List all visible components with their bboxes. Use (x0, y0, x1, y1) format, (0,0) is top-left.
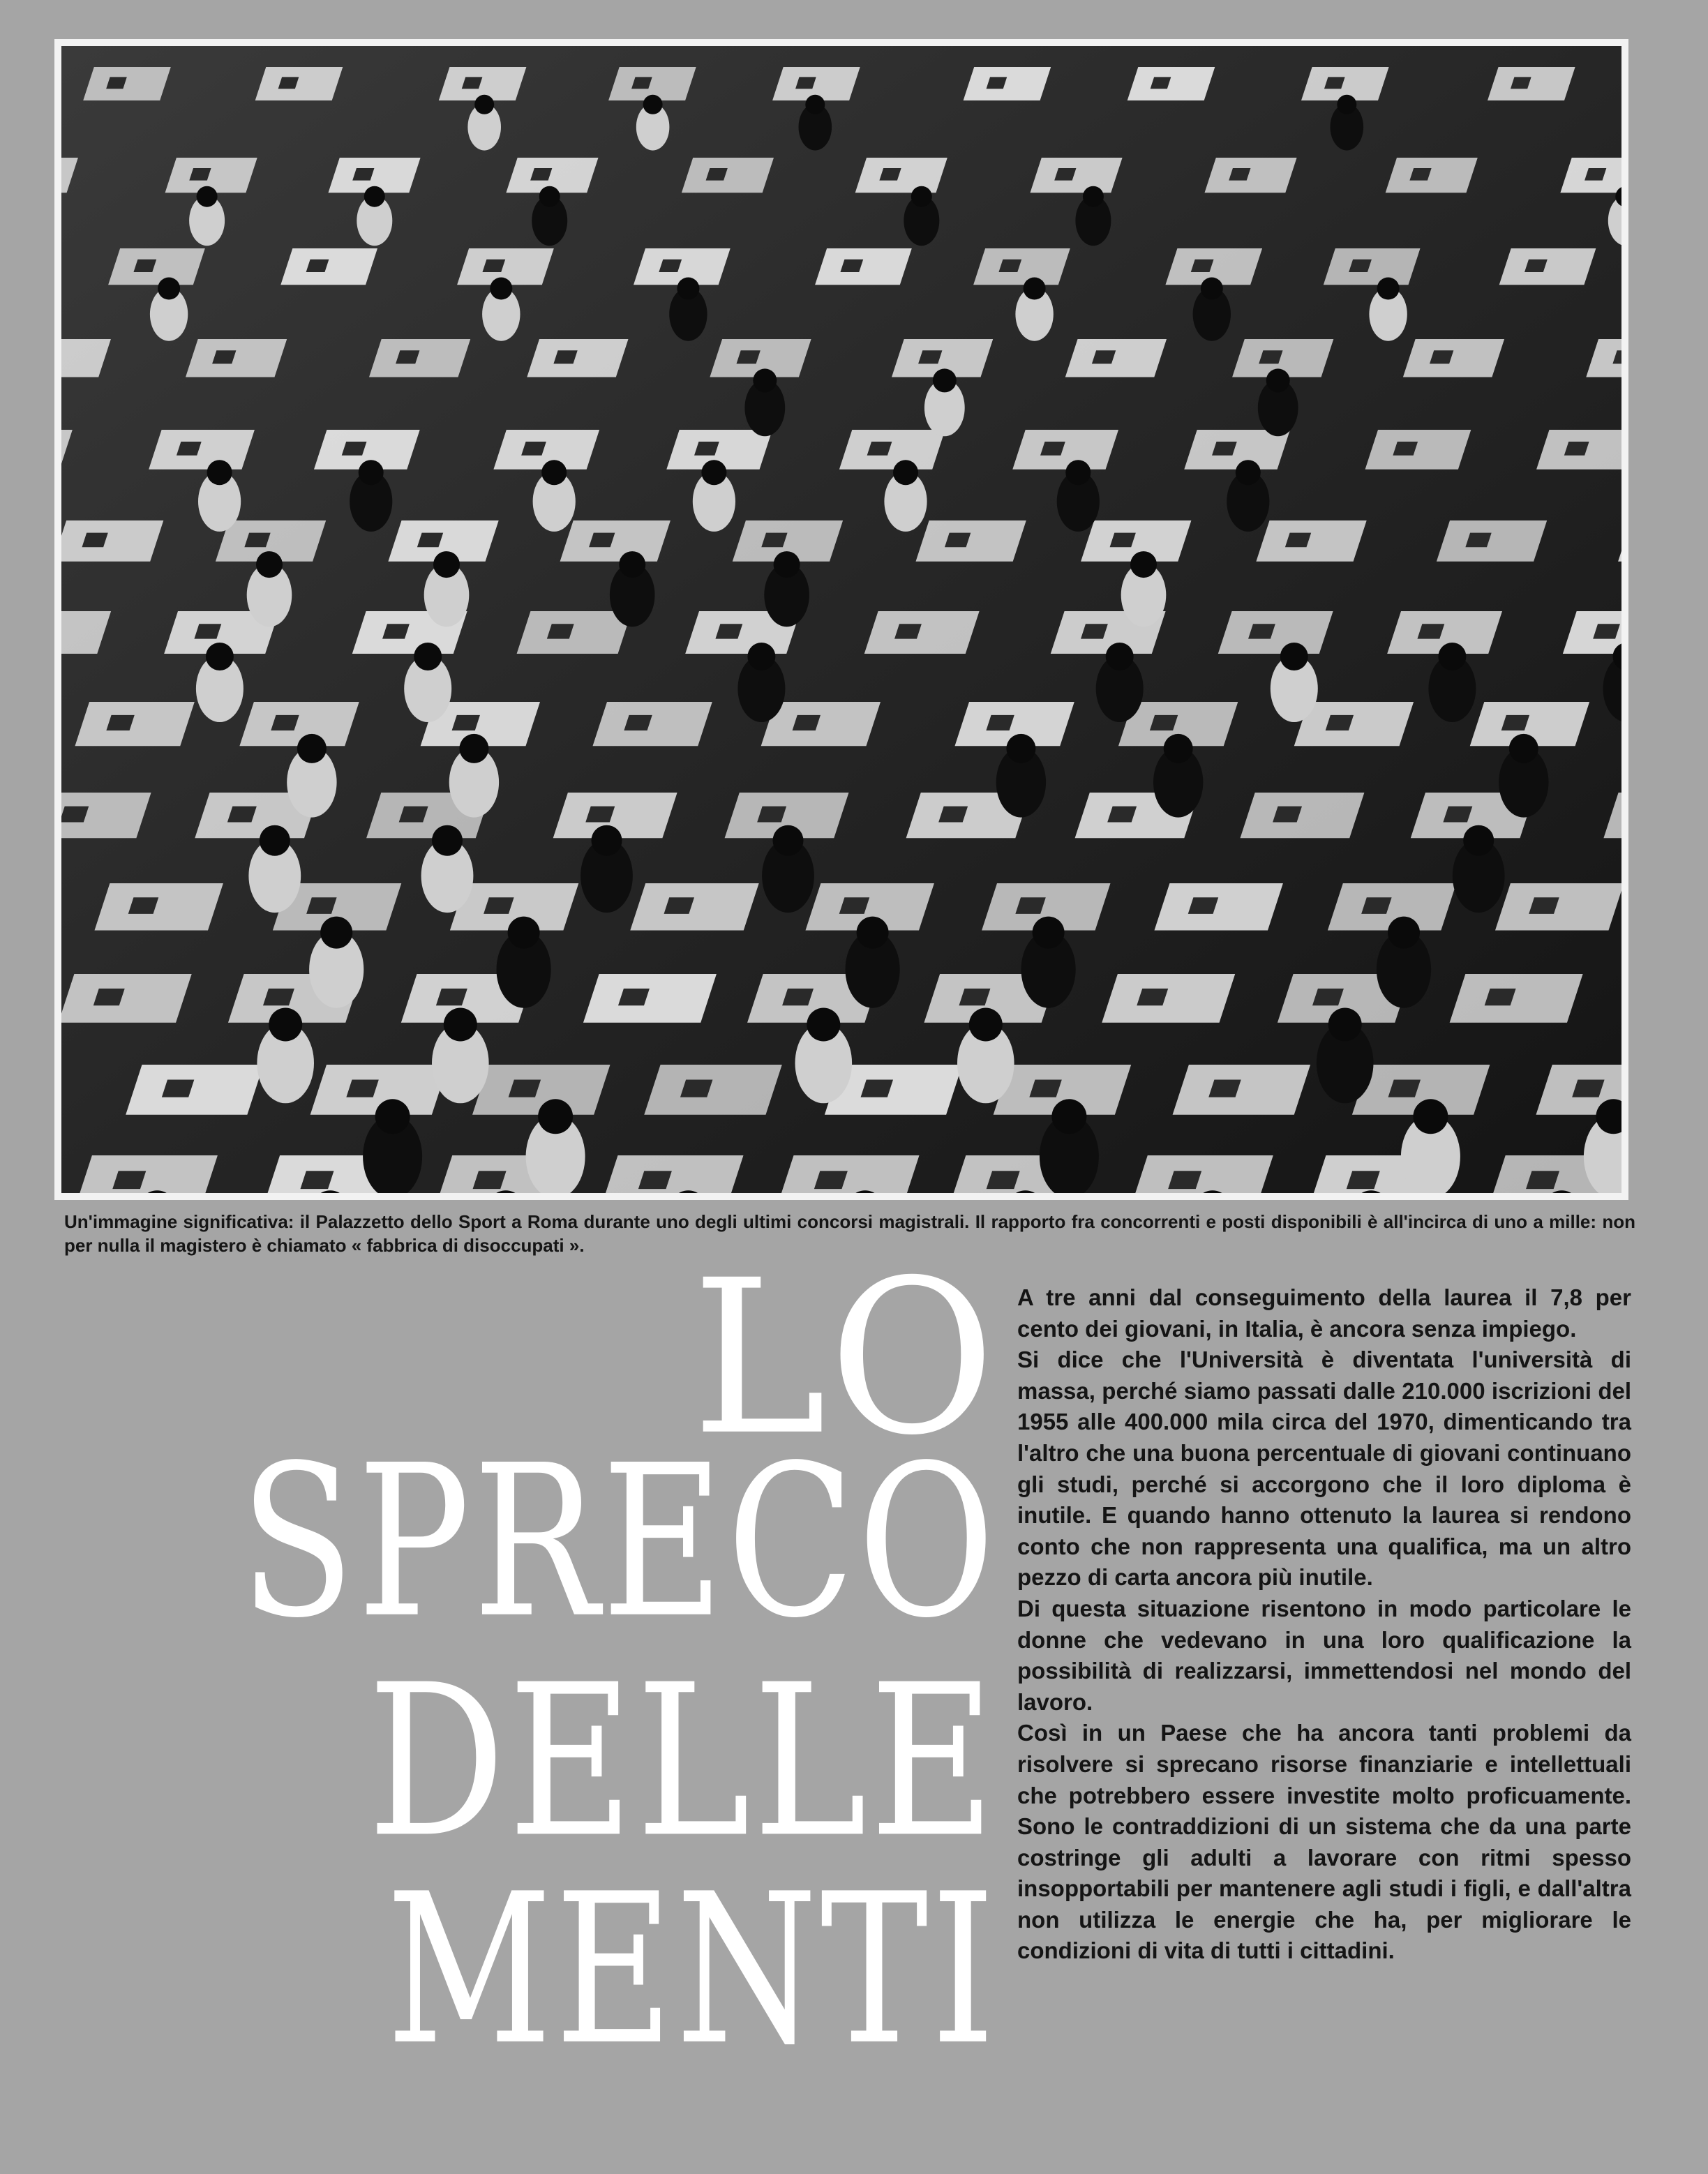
desk (527, 339, 628, 377)
desk (1218, 611, 1333, 654)
desk (560, 520, 671, 562)
desk (83, 67, 171, 100)
desk (75, 1155, 218, 1193)
article-paragraph-3: Di questa situazione risentono in modo particolare le donne che vedevano in una loro qualificazione la possibilità di realizzarsi, immettendosi nel mondo del lavoro. (1017, 1595, 1631, 1715)
headline (49, 1235, 998, 2135)
desk (280, 248, 377, 285)
desk (517, 611, 632, 654)
headline-line-2: SPRECO (239, 1420, 998, 1664)
desk (186, 339, 287, 377)
article-paragraph-1: A tre anni dal conseguimento della laurea il 7,8 per cento dei giovani, in Italia, è ancora senza impiego. (1017, 1284, 1631, 1342)
headline-line-3: DELLE (367, 1640, 998, 1884)
desk (1012, 430, 1118, 470)
desk (1324, 248, 1421, 285)
photo-illustration (61, 46, 1621, 1193)
desk (108, 248, 205, 285)
desk (1365, 430, 1471, 470)
desk (94, 883, 223, 931)
desk (149, 430, 255, 470)
desk (369, 339, 470, 377)
desk (126, 1065, 264, 1115)
desk (864, 611, 980, 654)
desk (973, 248, 1070, 285)
desk (601, 1155, 743, 1193)
desk (815, 248, 912, 285)
article-body (1017, 1282, 1631, 1967)
desk (1437, 520, 1547, 562)
desk (1488, 67, 1575, 100)
desk (964, 67, 1051, 100)
desk (682, 158, 774, 193)
desk (239, 702, 359, 746)
desk (255, 67, 343, 100)
headline-line-1: LO (691, 1235, 998, 1483)
desk (1495, 883, 1621, 931)
desk (1102, 974, 1235, 1023)
desk (61, 974, 192, 1023)
desk (1065, 339, 1167, 377)
desk (630, 883, 758, 931)
desk (1240, 793, 1364, 838)
desk (1499, 248, 1596, 285)
photo-caption: Un'immagine significativa: il Palazzetto dello Sport a Roma durante uno degli ultimi concorsi magistrali. Il rapporto fra concorrenti e posti disponibili è all'incirca di uno a mille: non per nulla il magistero è chiamato « fabbrica di disoccupati ». (64, 1211, 1635, 1256)
article-paragraph-2: Si dice che l'Università è diventata l'università di massa, perché siamo passati dalle 210.000 iscrizioni del 1955 alle 400.000 mila circa del 1970, dimenticando tra l'altro che una buona percentuale di giovani continuano gli studi, perché si accorgono che il loro diploma è inutile. E quando hanno ottenuto la laurea si rendono conto che non rappresenta una qualifica, ma un altro pezzo di carta ancora più inutile. (1017, 1347, 1631, 1591)
desk (855, 158, 947, 193)
desk (1154, 883, 1282, 931)
desk (915, 520, 1026, 562)
article-paragraph-4: Così in un Paese che ha ancora tanti problemi da risolvere si sprecano risorse finanziarie e intellettuali che potrebbero essere investite molto proficuamente. Sono le contraddizioni di un sistema che da una parte costringe gli adulti a lavorare con ritmi spesso insopportabili per mantenere agli studi i figli, e dall'altra non utilizza le energie che ha, per migliorare le condizioni di vita di tutti i cittadini. (1017, 1720, 1631, 1964)
desk (1256, 520, 1366, 562)
desk (592, 702, 712, 746)
desk (1204, 158, 1296, 193)
desk (1386, 158, 1478, 193)
desk (1128, 67, 1215, 100)
desk (1173, 1065, 1311, 1115)
desk (839, 430, 945, 470)
desk (1030, 158, 1122, 193)
desk (75, 702, 194, 746)
desk (777, 1155, 919, 1193)
desk (61, 793, 151, 838)
headline-line-4: MENTI (386, 1849, 998, 2091)
desk (61, 520, 163, 562)
desk (1403, 339, 1504, 377)
desk (583, 974, 717, 1023)
desk (644, 1065, 782, 1115)
desk (1450, 974, 1583, 1023)
photo-frame (54, 39, 1628, 1200)
desk (1131, 1155, 1273, 1193)
desk (1536, 430, 1621, 470)
crowd-exam-photo (61, 46, 1621, 1193)
